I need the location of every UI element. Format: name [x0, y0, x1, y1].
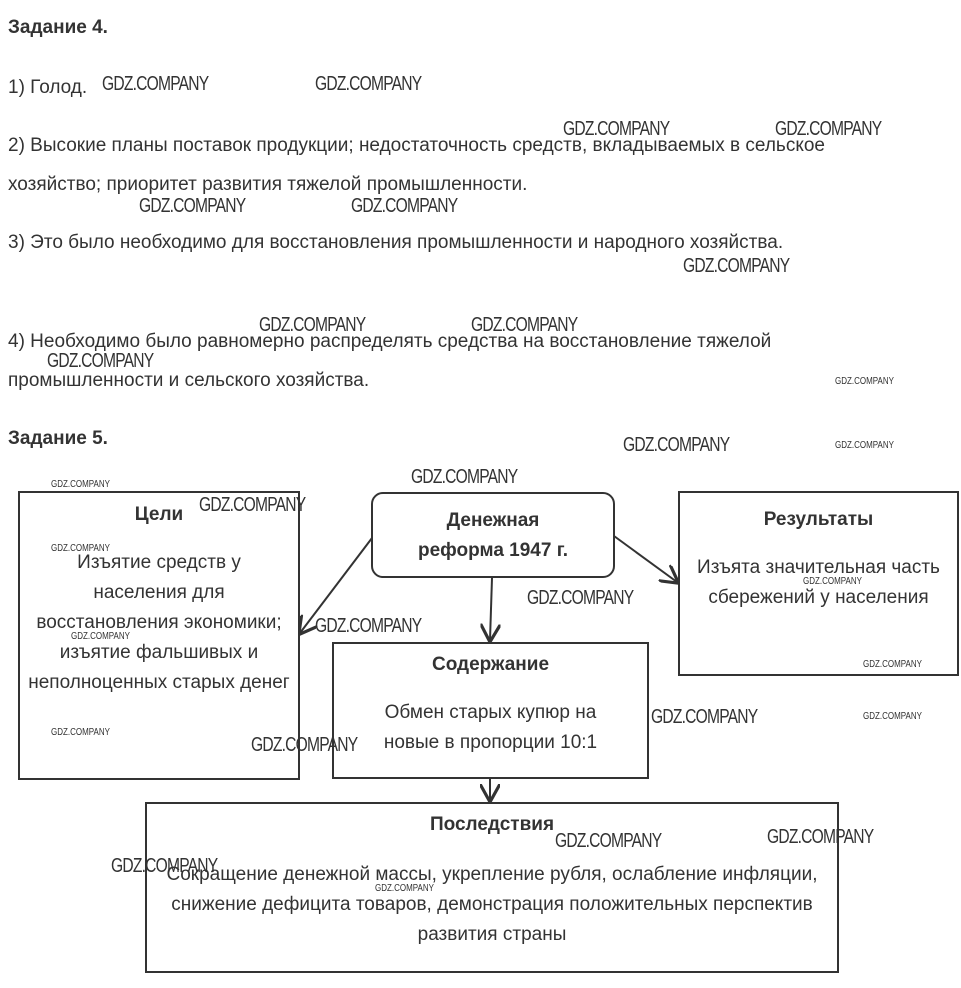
watermark: GDZ.COMPANY	[767, 826, 874, 848]
task5-heading: Задание 5.	[8, 428, 108, 449]
watermark: GDZ.COMPANY	[527, 587, 634, 609]
watermark: GDZ.COMPANY	[315, 615, 422, 637]
watermark: GDZ.COMPANY	[51, 727, 110, 738]
watermark: GDZ.COMPANY	[102, 73, 209, 95]
arrow-to-goals	[300, 538, 372, 633]
watermark: GDZ.COMPANY	[563, 118, 670, 140]
watermark: GDZ.COMPANY	[375, 883, 434, 894]
watermark: GDZ.COMPANY	[803, 576, 862, 587]
watermark: GDZ.COMPANY	[411, 466, 518, 488]
goals-box	[18, 491, 300, 780]
results-title: Результаты	[763, 509, 874, 530]
watermark: GDZ.COMPANY	[51, 543, 110, 554]
center-title: Денежная реформа 1947 г.	[418, 510, 568, 561]
watermark: GDZ.COMPANY	[683, 255, 790, 277]
watermark: GDZ.COMPANY	[835, 440, 894, 451]
watermark: GDZ.COMPANY	[315, 73, 422, 95]
goals-text: Изъятие средств у населения для восстановления экономики; изъятие фальшивых и неполноценных старых денег	[28, 552, 290, 693]
content-text: Обмен старых купюр на новые в пропорции 10:1	[383, 702, 598, 753]
content-box	[332, 642, 649, 779]
watermark: GDZ.COMPANY	[863, 711, 922, 722]
watermark: GDZ.COMPANY	[835, 376, 894, 387]
watermark: GDZ.COMPANY	[199, 494, 306, 516]
consequences-text: Сокращение денежной массы, укрепление рубля, ослабление инфляции, снижение дефицита товаров, демонстрация положительных перспектив развития страны	[166, 864, 818, 945]
results-text: Изъята значительная часть сбережений у населения	[697, 557, 940, 608]
watermark: GDZ.COMPANY	[251, 734, 358, 756]
watermark: GDZ.COMPANY	[623, 434, 730, 456]
consequences-title: Последствия	[429, 814, 555, 835]
watermark: GDZ.COMPANY	[863, 659, 922, 670]
watermark: GDZ.COMPANY	[259, 314, 366, 336]
task4-heading: Задание 4.	[8, 17, 108, 38]
watermark: GDZ.COMPANY	[71, 631, 130, 642]
task4-answer-4: 4) Необходимо было равномерно распределять средства на восстановление тяжелой промышленности и сельского хозяйства.	[8, 331, 772, 391]
content-title: Содержание	[431, 654, 550, 675]
watermark: GDZ.COMPANY	[555, 830, 662, 852]
results-box	[678, 491, 959, 676]
watermark: GDZ.COMPANY	[471, 314, 578, 336]
consequences-box	[145, 802, 839, 973]
arrow-to-results	[614, 536, 677, 582]
watermark: GDZ.COMPANY	[111, 855, 218, 877]
watermark: GDZ.COMPANY	[47, 350, 154, 372]
watermark: GDZ.COMPANY	[351, 195, 458, 217]
watermark: GDZ.COMPANY	[139, 195, 246, 217]
center-box	[371, 492, 615, 578]
task4-answer-3: 3) Это было необходимо для восстановления промышленности и народного хозяйства.	[8, 232, 784, 253]
task4-answer-2: 2) Высокие планы поставок продукции; недостаточность средств, вкладываемых в сельское хозяйство; приоритет развития тяжелой промышленности.	[8, 135, 825, 195]
watermark: GDZ.COMPANY	[651, 706, 758, 728]
arrow-to-content	[490, 578, 492, 640]
goals-title: Цели	[134, 504, 184, 525]
watermark: GDZ.COMPANY	[775, 118, 882, 140]
task4-answer-1: 1) Голод.	[8, 77, 88, 98]
watermark: GDZ.COMPANY	[51, 479, 110, 490]
